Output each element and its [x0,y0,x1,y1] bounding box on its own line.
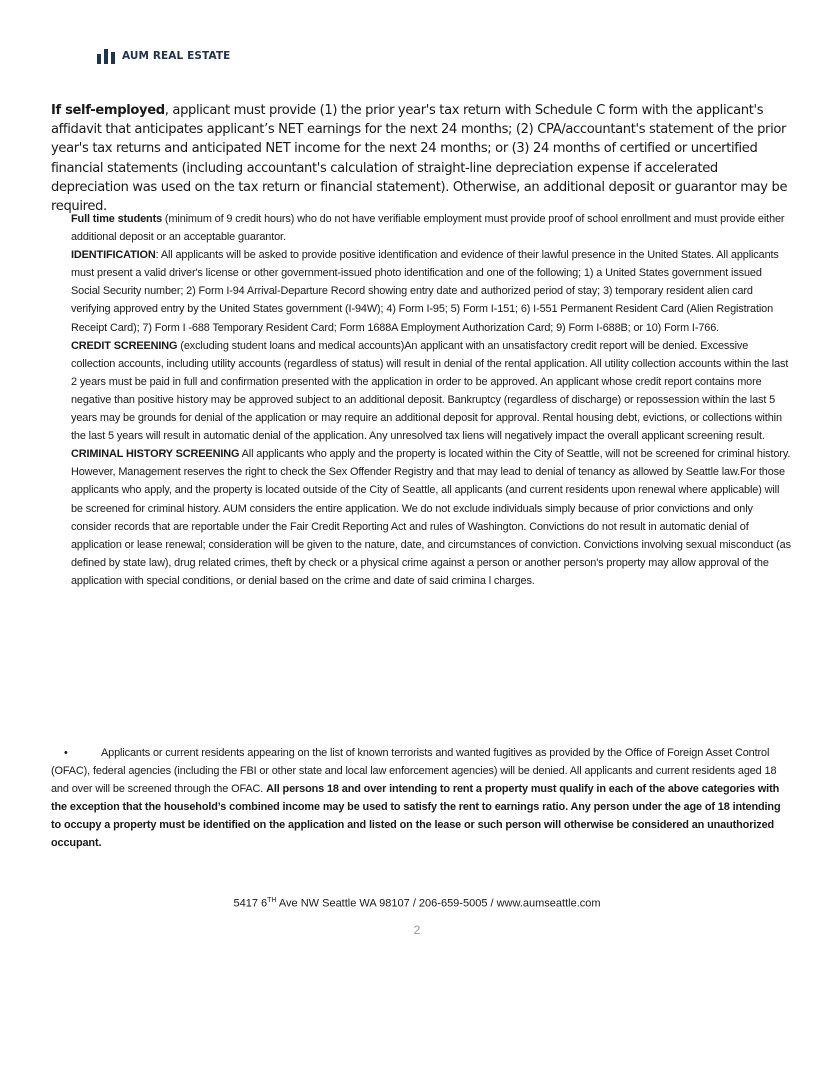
students-heading: Full time students [71,213,163,225]
page-number: 2 [413,923,421,937]
self-employed-text: , applicant must provide (1) the prior year's tax return with Schedule C form with the applicant's affidavit that anticipates applicant’s NET earnings for the next 24 months; (2) CPA/accountant's statement of the prior year's tax returns and anticipated NET income for the next 24 months; or (3) 24 months of certified or uncertified financial statements (including accountant's calculation of straight-line depreciation expense if accelerated depreciation was used on the tax return or financial statement). Otherwise, an additional deposit or guarantor may be required. [51,103,788,215]
identification-heading: IDENTIFICATION [71,249,156,262]
credit-heading: CREDIT SCREENING [71,339,178,352]
criminal-text: All applicants who apply and the property is located within the City of Seattle, will not be screened for criminal history. However, Management reserves the right to check the Sex Offender Registry and that may lead to denial of tenancy as allowed by Seattle law.For those applicants who apply, and the property is located outside of the City of Seattle, all applicants (and current residents upon renewal where applicable) will be screened for criminal history. AUM considers the entire application. We do not exclude individuals simply because of prior convictions and only consider records that are reportable under the Fair Credit Reporting Act and rules of Washington. Convictions do not result in automatic denial of application or lease renewal; consideration will be given to the nature, date, and circumstances of conviction. Convictions involving sexual misconduct (as defined by state law), drug related crimes, theft by check or a physical crime against a person or another person's property may allow approval of the application with special conditions, or denial based on the crime and date of said crimina l charges. [71,448,791,587]
aum-bars-logo-icon [96,46,116,66]
identification-text: : All applicants will be asked to provide positive identification and evidence of their lawful presence in the United States. All applicants must present a valid driver's license or other government-issued photo identification and one of the following; 1) a United States government issued Social Security number; 2) Form I-94 Arrival-Departure Record showing entry date and authorized period of stay; 3) temporary resident alien card verifying approved entry by the United States government (I-94W); 4) Form I-95; 5) Form I-151; 6) I-551 Permanent Resident Card (Alien Registration Receipt Card); 7) Form I -688 Temporary Resident Card; Form 1688A Employment Authorization Card; 9) Form I-688B; or 10) Form I-766. [71,249,779,334]
logo-text: AUM REAL ESTATE [122,50,231,62]
students-paragraph [71,210,791,246]
students-text: (minimum of 9 credit hours) who do not have verifiable employment must provide proof of school enrollment and must provide either additional deposit or an acceptable guarantor. [71,213,785,244]
ofac-bullet [51,744,791,853]
criminal-paragraph [71,445,791,590]
bullet-marker: • [64,747,68,759]
identification-paragraph [71,246,791,336]
credit-paragraph [71,337,791,446]
ofac-text: Applicants or current residents appearing on the list of known terrorists and wanted fugitives as provided by the Office of Foreign Asset Control (OFAC), federal agencies (including the FBI or other state and local law enforcement agencies) will be denied. All applicants and current residents aged 18 and over will be screened through the OFAC. [51,747,777,796]
address-street-number: 5417 6 [233,897,268,910]
credit-text: (excluding student loans and medical accounts)An applicant with an unsatisfactory credit report will be denied. Excessive collection accounts, including utility accounts (regardless of status) will result in denial of the rental application. All utility collection accounts within the last 2 years must be paid in full and confirmation presented with the application in order to be approved. An applicant whose credit report contains more negative than positive history may be approved subject to an additional deposit. Bankruptcy (regardless of discharge) or repossession within the last 5 years may be grounds for denial of the application or may require an additional deposit for approval. Rental housing debt, evictions, or collections within the last 5 years will result in automatic denial of the application. Any unresolved tax liens will negatively impact the overall applicant screening result. [71,339,789,443]
footer-address [0,897,834,910]
ofac-bold-text: All persons 18 and over intending to rent a property must qualify in each of the above categories with the exception that the household’s combined income may be used to satisfy the rent to earnings ratio. Any person under the age of 18 intending to occupy a property must be identified on the application and listed on the lease or such person will otherwise be considered an unauthorized occupant. [51,783,781,850]
self-employed-heading: If self-employed [51,103,165,118]
address-ordinal: TH [267,897,277,904]
criminal-heading: CRIMINAL HISTORY SCREENING [71,448,240,461]
address-rest: Ave NW Seattle WA 98107 / 206-659-5005 / www.aumseattle.com [276,897,601,910]
self-employed-paragraph [51,101,791,216]
screening-criteria [71,210,791,590]
company-logo [96,46,230,66]
